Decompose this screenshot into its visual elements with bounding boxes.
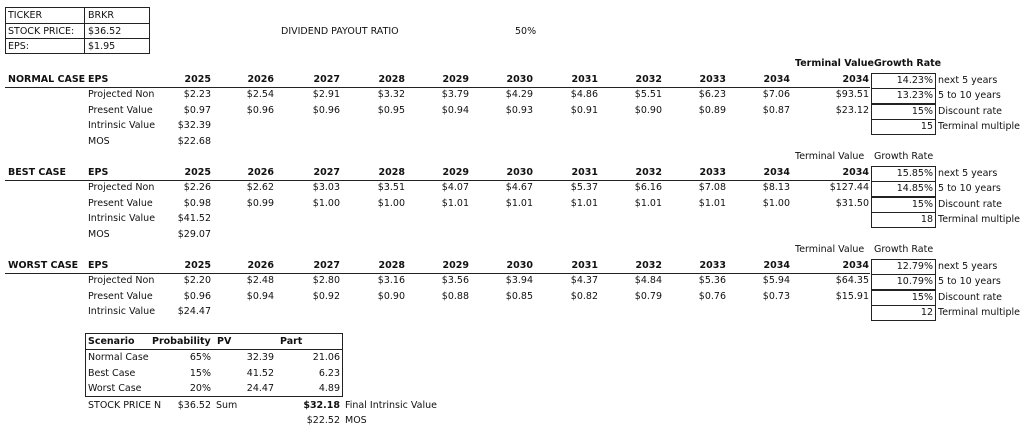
cell-value[interactable]: $5.36: [698, 275, 726, 286]
row-label: Intrinsic Value: [88, 120, 156, 131]
year-header: 2031: [571, 166, 598, 178]
cell-value[interactable]: $2.26: [183, 182, 211, 193]
cell-value[interactable]: $0.96: [312, 104, 340, 116]
cell-value[interactable]: $2.23: [183, 89, 211, 100]
cell-value[interactable]: $4.84: [634, 275, 662, 286]
summary-cell[interactable]: 6.23: [318, 367, 340, 379]
year-header: 2034: [842, 166, 869, 178]
param-value[interactable]: 15%: [911, 291, 933, 303]
cell-value[interactable]: $0.91: [570, 104, 598, 116]
param-label: Terminal multiple: [938, 307, 1020, 318]
param-label: Discount rate: [938, 198, 1003, 210]
summary-header: Part: [280, 336, 303, 347]
cell-value[interactable]: $1.01: [634, 197, 662, 209]
row-label: Projected Non: [88, 275, 155, 286]
cell-value[interactable]: $0.96: [183, 290, 211, 302]
param-value[interactable]: 14.23%: [896, 74, 933, 86]
cell-value[interactable]: $1.01: [505, 197, 533, 209]
param-value[interactable]: 15: [920, 121, 933, 132]
growth-rate-header: Growth Rate: [874, 58, 942, 69]
info-box-row-line: [5, 38, 150, 39]
info-value[interactable]: $36.52: [88, 25, 122, 37]
summary-cell: Best Case: [88, 367, 136, 379]
stock-price-label: STOCK PRICE N: [88, 400, 162, 411]
param-value[interactable]: 14.85%: [896, 183, 933, 194]
cell-value[interactable]: $1.00: [377, 197, 405, 209]
summary-cell: Normal Case: [88, 352, 149, 363]
cell-value[interactable]: $0.90: [377, 290, 405, 302]
payout-value[interactable]: 50%: [515, 26, 537, 37]
param-value[interactable]: 15%: [911, 198, 933, 210]
cell-value[interactable]: $4.29: [505, 89, 533, 100]
year-header: 2027: [313, 166, 340, 178]
cell-value[interactable]: $2.62: [246, 182, 274, 193]
summary-cell: Worst Case: [88, 383, 142, 394]
cell-value[interactable]: $2.54: [246, 89, 274, 100]
row-label: Present Value: [88, 104, 153, 116]
summary-cell[interactable]: 41.52: [246, 367, 274, 379]
year-header: 2025: [184, 166, 211, 178]
param-value[interactable]: 10.79%: [896, 276, 933, 287]
year-header: 2033: [699, 73, 726, 85]
eps-header: EPS: [88, 73, 109, 85]
case-name: WORST CASE: [8, 259, 79, 271]
cell-value[interactable]: $4.86: [570, 89, 598, 100]
cell-value[interactable]: $4.37: [570, 275, 598, 286]
param-label: Terminal multiple: [938, 121, 1020, 132]
summary-cell[interactable]: 20%: [189, 383, 211, 394]
param-label: 5 to 10 years: [938, 276, 1001, 287]
param-label: next 5 years: [938, 167, 998, 179]
cell-value[interactable]: $3.51: [377, 182, 405, 193]
year-header: 2026: [247, 259, 274, 271]
year-header: 2028: [378, 166, 405, 178]
mos-label: MOS: [345, 415, 367, 426]
year-header: 2025: [184, 259, 211, 271]
summary-header: Scenario: [88, 336, 135, 347]
year-header: 2027: [313, 259, 340, 271]
info-label: EPS:: [8, 41, 29, 52]
cell-value[interactable]: $23.12: [835, 104, 869, 116]
param-value[interactable]: 13.23%: [896, 90, 933, 101]
terminal-value-header: Terminal Value: [795, 58, 874, 69]
info-value[interactable]: BRKR: [88, 10, 114, 21]
param-label: next 5 years: [938, 260, 998, 272]
year-header: 2030: [506, 166, 533, 178]
cell-value[interactable]: $0.87: [762, 104, 790, 116]
cell-value[interactable]: $41.52: [177, 213, 211, 224]
row-label: Projected Non: [88, 89, 155, 100]
cell-value[interactable]: $0.82: [570, 290, 598, 302]
year-header: 2029: [442, 259, 469, 271]
cell-value[interactable]: $0.79: [634, 290, 662, 302]
param-value[interactable]: 18: [920, 214, 933, 225]
cell-value[interactable]: $0.73: [762, 290, 790, 302]
year-header: 2032: [635, 259, 662, 271]
year-header: 2026: [247, 166, 274, 178]
year-header: 2031: [571, 259, 598, 271]
cell-value[interactable]: $6.16: [634, 182, 662, 193]
year-header: 2029: [442, 166, 469, 178]
summary-cell[interactable]: 21.06: [312, 352, 340, 363]
param-label: 5 to 10 years: [938, 183, 1001, 194]
param-label: Terminal multiple: [938, 214, 1020, 225]
param-label: next 5 years: [938, 74, 998, 86]
cell-value[interactable]: $3.94: [505, 275, 533, 286]
param-label: Discount rate: [938, 105, 1003, 117]
row-label: Present Value: [88, 197, 153, 209]
row-label: Present Value: [88, 290, 153, 302]
cell-value[interactable]: $1.01: [698, 197, 726, 209]
cell-value[interactable]: $22.68: [177, 135, 211, 147]
terminal-value-header: Terminal Value: [795, 151, 865, 162]
cell-value[interactable]: $3.56: [441, 275, 469, 286]
cell-value[interactable]: $1.00: [312, 197, 340, 209]
cell-value[interactable]: $8.13: [762, 182, 790, 193]
cell-value[interactable]: $24.47: [177, 306, 211, 317]
year-header: 2030: [506, 259, 533, 271]
year-header: 2028: [378, 259, 405, 271]
cell-value[interactable]: $4.07: [441, 182, 469, 193]
cell-value[interactable]: $29.07: [177, 228, 211, 240]
cell-value[interactable]: $0.88: [441, 290, 469, 302]
row-label: Projected Non: [88, 182, 155, 193]
cell-value[interactable]: $15.91: [835, 290, 869, 302]
year-header: 2034: [842, 73, 869, 85]
cell-value[interactable]: $0.98: [183, 197, 211, 209]
info-label: STOCK PRICE:: [8, 25, 75, 37]
param-value[interactable]: 12: [920, 307, 933, 318]
info-box-divider: [84, 7, 85, 54]
cell-value[interactable]: $1.01: [570, 197, 598, 209]
cell-value[interactable]: $0.93: [505, 104, 533, 116]
row-label: MOS: [88, 228, 110, 240]
year-header: 2029: [442, 73, 469, 85]
year-header: 2034: [763, 259, 790, 271]
year-header: 2034: [763, 166, 790, 178]
cell-value[interactable]: $93.51: [835, 89, 869, 100]
cell-value[interactable]: $3.79: [441, 89, 469, 100]
cell-value[interactable]: $0.76: [698, 290, 726, 302]
sum-label: Sum: [216, 400, 238, 411]
summary-cell[interactable]: 4.89: [318, 383, 340, 394]
cell-value[interactable]: $5.37: [570, 182, 598, 193]
cell-value[interactable]: $64.35: [835, 275, 869, 286]
cell-value[interactable]: $0.97: [183, 104, 211, 116]
cell-value[interactable]: $0.96: [246, 104, 274, 116]
cell-value[interactable]: $32.39: [177, 120, 211, 131]
cell-value[interactable]: $31.50: [835, 197, 869, 209]
summary-header: Probability: [152, 336, 211, 347]
year-header: 2034: [763, 73, 790, 85]
cell-value[interactable]: $1.01: [441, 197, 469, 209]
cell-value[interactable]: $4.67: [505, 182, 533, 193]
param-value[interactable]: 12.79%: [896, 260, 933, 272]
cell-value[interactable]: $6.23: [698, 89, 726, 100]
cell-value[interactable]: $0.99: [246, 197, 274, 209]
summary-cell[interactable]: 15%: [189, 367, 211, 379]
payout-label: DIVIDEND PAYOUT RATIO: [281, 26, 399, 37]
cell-value[interactable]: $2.48: [246, 275, 274, 286]
param-label: Discount rate: [938, 291, 1003, 303]
cell-value[interactable]: $2.91: [312, 89, 340, 100]
row-label: Intrinsic Value: [88, 306, 156, 317]
year-header: 2032: [635, 166, 662, 178]
info-value[interactable]: $1.95: [88, 41, 116, 52]
year-header: 2032: [635, 73, 662, 85]
case-name: BEST CASE: [8, 166, 67, 178]
param-value[interactable]: 15%: [911, 105, 933, 117]
cell-value[interactable]: $3.16: [377, 275, 405, 286]
cell-value[interactable]: $127.44: [829, 182, 869, 193]
year-header: 2027: [313, 73, 340, 85]
cell-value[interactable]: $3.03: [312, 182, 340, 193]
param-value[interactable]: 15.85%: [896, 167, 933, 179]
case-name: NORMAL CASE: [8, 73, 86, 85]
terminal-value-header: Terminal Value: [795, 244, 865, 255]
mos-value[interactable]: $22.52: [306, 415, 340, 426]
cell-value[interactable]: $0.94: [441, 104, 469, 116]
cell-value[interactable]: $1.00: [762, 197, 790, 209]
cell-value[interactable]: $0.85: [505, 290, 533, 302]
cell-value[interactable]: $5.94: [762, 275, 790, 286]
year-header: 2034: [842, 259, 869, 271]
summary-header-line: [85, 349, 343, 350]
cell-value[interactable]: $0.90: [634, 104, 662, 116]
summary-cell[interactable]: 65%: [189, 352, 211, 363]
year-header: 2033: [699, 166, 726, 178]
growth-rate-header: Growth Rate: [874, 244, 934, 255]
cell-value[interactable]: $2.80: [312, 275, 340, 286]
cell-value[interactable]: $0.92: [312, 290, 340, 302]
year-header: 2030: [506, 73, 533, 85]
cell-value[interactable]: $0.89: [698, 104, 726, 116]
cell-value[interactable]: $5.51: [634, 89, 662, 100]
row-label: Intrinsic Value: [88, 213, 156, 224]
cell-value[interactable]: $2.20: [183, 275, 211, 286]
info-label: TICKER: [8, 10, 43, 21]
eps-header: EPS: [88, 259, 109, 271]
year-header: 2031: [571, 73, 598, 85]
growth-rate-header: Growth Rate: [874, 151, 934, 162]
param-label: 5 to 10 years: [938, 90, 1001, 101]
year-header: 2025: [184, 73, 211, 85]
final-intrinsic-label: Final Intrinsic Value: [345, 400, 437, 411]
info-box-row-line: [5, 23, 150, 24]
row-label: MOS: [88, 135, 110, 147]
year-header: 2026: [247, 73, 274, 85]
eps-header: EPS: [88, 166, 109, 178]
stock-price-value[interactable]: $36.52: [177, 400, 211, 411]
cell-value[interactable]: $3.32: [377, 89, 405, 100]
summary-cell[interactable]: 24.47: [246, 383, 274, 394]
cell-value[interactable]: $7.06: [762, 89, 790, 100]
summary-cell[interactable]: 32.39: [246, 352, 274, 363]
cell-value[interactable]: $7.08: [698, 182, 726, 193]
cell-value[interactable]: $0.94: [246, 290, 274, 302]
cell-value[interactable]: $0.95: [377, 104, 405, 116]
year-header: 2033: [699, 259, 726, 271]
final-intrinsic-value[interactable]: $32.18: [303, 400, 340, 411]
summary-header: PV: [217, 336, 232, 347]
year-header: 2028: [378, 73, 405, 85]
